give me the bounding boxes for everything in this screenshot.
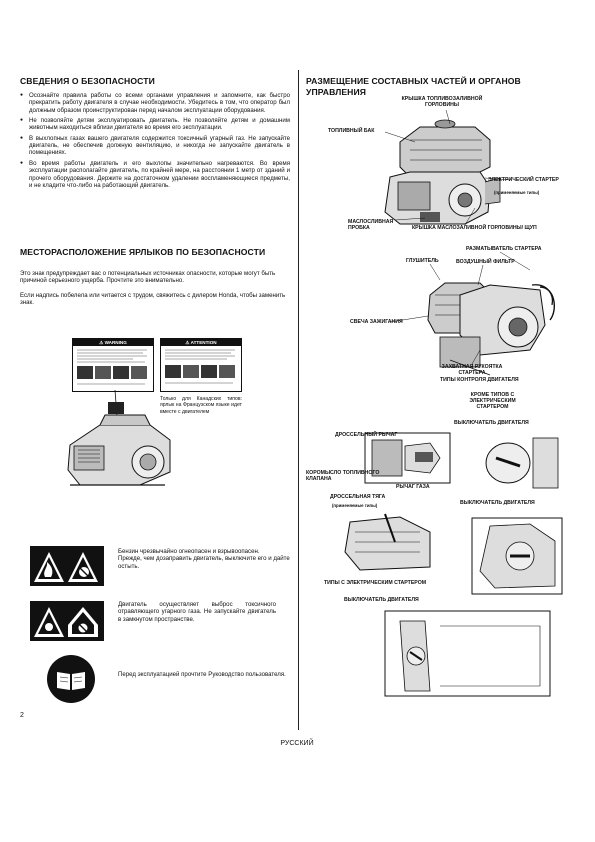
read-manual-icon xyxy=(46,654,96,704)
label-electric-starter-sub: (применяемые типы) xyxy=(494,190,540,195)
footer-language: РУССКИЙ xyxy=(280,740,314,747)
electric-switch-illustration xyxy=(380,606,555,701)
label-spark-plug: СВЕЧА ЗАЖИГАНИЯ xyxy=(350,319,403,325)
label-oil-drain: МАСЛОСЛИВНАЯ ПРОБКА xyxy=(348,219,394,232)
label-locations-heading: МЕСТОРАСПОЛОЖЕНИЕ ЯРЛЫКОВ ПО БЕЗОПАСНОСТИ xyxy=(20,247,266,257)
label-oil-alert-types: ТИПЫ КОНТРОЛЯ ДВИГАТЕЛЯ xyxy=(440,377,519,383)
canada-note: Только для Канадских типов: ярлык на Французском языке идет вместе с двигателем xyxy=(160,396,242,415)
label-locations-para2: Если надпись побелела или читается с трудом, свяжитесь с дилером Honda, чтобы заменить знак. xyxy=(20,292,286,307)
label-engine-switch-2: ВЫКЛЮЧАТЕЛЬ ДВИГАТЕЛЯ xyxy=(460,500,535,506)
label-muffler: ГЛУШИТЕЛЬ xyxy=(406,258,439,264)
label-fuel-tank: ТОПЛИВНЫЙ БАК xyxy=(328,128,375,134)
label-throttle-lever: РЫЧАГ ГАЗА xyxy=(396,484,430,490)
fuel-warning-text: Бензин чрезвычайно огнеопасен и взрывоопасен. Прежде, чем дозаправить двигатель, выключите его и дайте остыть. xyxy=(118,548,290,570)
column-divider xyxy=(298,70,299,730)
label-fuel-valve-rocker: КОРОМЫСЛО ТОПЛИВНОГО КЛАПАНА xyxy=(306,470,380,483)
label-except-electric: КРОМЕ ТИПОВ С ЭЛЕКТРИЧЕСКИМ СТАРТЕРОМ xyxy=(469,392,516,411)
label-fuel-cap: КРЫШКА ТОПЛИВОЗАЛИВНОЙ ГОРЛОВИНЫ xyxy=(401,96,483,109)
label-recoil-starter: РАЗМАТЫВАТЕЛЬ СТАРТЕРА xyxy=(466,246,542,252)
label-choke-rod: ДРОССЕЛЬНАЯ ТЯГА xyxy=(330,494,386,500)
warning-label-body xyxy=(73,346,153,391)
safety-item: ● Не позволяйте детям эксплуатировать двигатель. Не позволяйте детям и домашним животным находиться вблизи двигателя во время его эксплуатации. xyxy=(20,117,290,132)
safety-item: ● Осознайте правила работы со всеми органами управления и запомните, как быстро прекратить работу двигателя в случае необходимости. Убедитесь в том, что оператор был должным образом проинструктирован перед началом эксплуатации оборудования. xyxy=(20,92,290,114)
engine-label-illustration xyxy=(60,390,190,490)
components-heading: РАЗМЕЩЕНИЕ СОСТАВНЫХ ЧАСТЕЙ И ОРГАНОВ УПРАВЛЕНИЯ xyxy=(306,76,521,97)
safety-item: ● Во время работы двигатель и его выхлопы значительно нагреваются. Во время эксплуатации располагайте двигатель, по крайней мере, на расстоянии 1 метр от зданий и прочего оборудования. Держите на достаточном удалении воспламеняющиеся предметы, и не кладите что-либо на работающий двигатель. xyxy=(20,160,290,189)
attention-label-sticker xyxy=(160,338,242,392)
label-air-filter: ВОЗДУШНЫЙ ФИЛЬТР xyxy=(456,259,515,265)
label-engine-switch-3: ВЫКЛЮЧАТЕЛЬ ДВИГАТЕЛЯ xyxy=(344,597,419,603)
co-warning-text: Двигатель осуществляет выброс токсичного отравляющего угарного газа. Не запускайте двигатель в замкнутом пространстве. xyxy=(118,601,276,623)
attention-label-header-text: ATTENTION xyxy=(190,340,217,345)
page-number: 2 xyxy=(20,712,24,719)
engine-switch-2-illustration xyxy=(470,516,570,596)
attention-label-header: ⚠ ATTENTION xyxy=(161,339,241,346)
safety-info-list xyxy=(20,92,290,192)
warning-label-sticker xyxy=(72,338,154,392)
label-electric-types: ТИПЫ С ЭЛЕКТРИЧЕСКИМ СТАРТЕРОМ xyxy=(324,580,427,586)
fuel-fire-warning-icon xyxy=(30,546,104,586)
label-locations-para1: Это знак предупреждает вас о потенциальных источниках опасности, которые могут быть причиной серьезного ущерба. Прочтите это внимательно. xyxy=(20,270,276,285)
label-choke-rod-sub: (применяемые типы) xyxy=(332,503,378,508)
choke-rod-illustration xyxy=(340,512,440,574)
safety-item: ● В выхлопных газах вашего двигателя содержится токсичный угарный газ. Не запускайте двигатель, не обеспечив должную вентиляцию, и никогда не запускайте двигатель в помещениях. xyxy=(20,135,290,157)
label-starter-grip: ЗАХВАТНАЯ РУКОЯТКА СТАРТЕРА xyxy=(441,364,503,377)
safety-info-heading: СВЕДЕНИЯ О БЕЗОПАСНОСТИ xyxy=(20,76,155,86)
label-choke-lever: ДРОССЕЛЬНЫЙ РЫЧАГ xyxy=(335,432,398,438)
warning-label-header-text: WARNING xyxy=(104,340,127,345)
carbon-monoxide-warning-icon xyxy=(30,601,104,641)
middle-leader-lines xyxy=(300,240,580,390)
read-manual-text: Перед эксплуатацией прочтите Руководство пользователя. xyxy=(118,671,286,678)
label-oil-cap: КРЫШКА МАСЛОЗАЛИВНОЙ ГОРЛОВИНЫ/ ЩУП xyxy=(412,225,537,231)
engine-switch-illustration xyxy=(478,428,568,488)
attention-label-body xyxy=(161,346,241,391)
top-leader-lines xyxy=(300,90,580,240)
warning-label-header: ⚠ WARNING xyxy=(73,339,153,346)
label-engine-switch: ВЫКЛЮЧАТЕЛЬ ДВИГАТЕЛЯ xyxy=(454,420,529,426)
label-electric-starter: ЭЛЕКТРИЧЕСКИЙ СТАРТЕР xyxy=(488,177,559,183)
